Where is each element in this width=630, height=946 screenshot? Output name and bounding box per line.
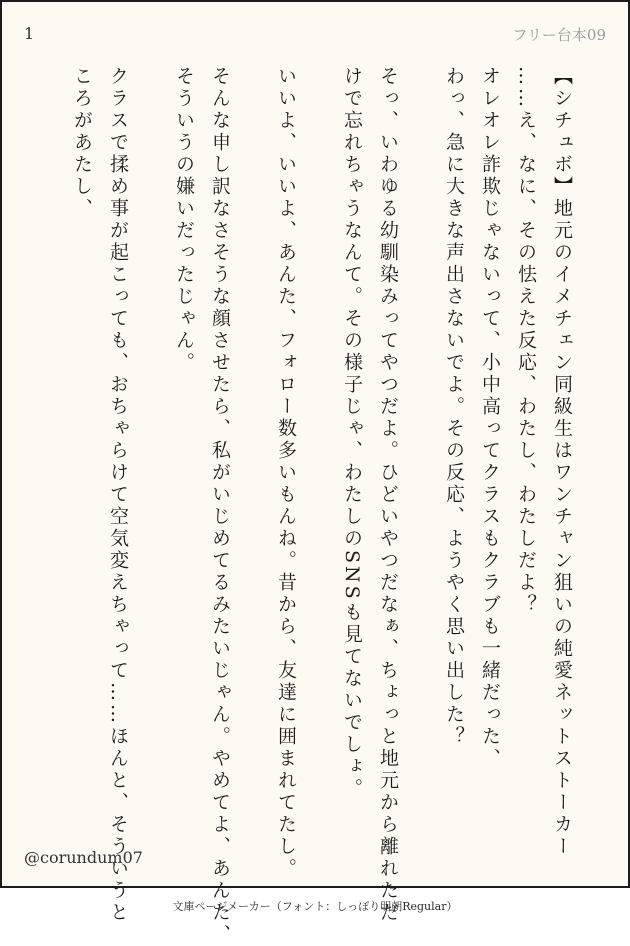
- text-line: わっ、急に大きな声出さないでよ。その反応、ようやく思い出した？: [443, 66, 465, 748]
- text-line: いいよ、いいよ、あんた、フォロー数多いもんね。昔から、友達に囲まれてたし。: [275, 66, 297, 880]
- text-line: けで忘れちゃうなんて。その様子じゃ、わたしのSNSも見てないでしょ。: [341, 66, 363, 800]
- text-line: そういうの嫌いだったじゃん。: [173, 66, 195, 374]
- text-line: ……え、なに、その怯えた反応、わたし、わたしだよ？: [515, 66, 537, 616]
- text-line: そんな申し訳なさそうな顔させたら、私がいじめてるみたいじゃん。やめてよ、あんた、: [209, 66, 231, 946]
- text-line-title: 【シチュボ】地元のイメチェン同級生はワンチャン狙いの純愛ネットストーカー: [551, 66, 573, 858]
- text-line: ころがあたし、: [71, 66, 93, 220]
- footer-caption: 文庫ページメーカー（フォント：しっぽり明朝Regular）: [172, 900, 458, 913]
- blank-line: [136, 66, 166, 846]
- blank-line: [304, 66, 334, 846]
- text-line: オレオレ詐欺じゃないって、小中高ってクラスもクラブも一緒だった、: [479, 66, 501, 770]
- blank-line: [238, 66, 268, 846]
- text-line: クラスで揉め事が起こっても、おちゃらけて空気変えちゃって……ほんと、そういうと: [107, 66, 129, 924]
- page-number: 1: [24, 24, 35, 43]
- document-title: フリー台本09: [512, 26, 606, 44]
- text-line: そっ、いわゆる幼馴染みってやつだよ。ひどいやつだなぁ、ちょっと地元から離れただ: [377, 66, 399, 924]
- blank-line: [406, 66, 436, 846]
- author-credit: @corundum07: [24, 848, 143, 867]
